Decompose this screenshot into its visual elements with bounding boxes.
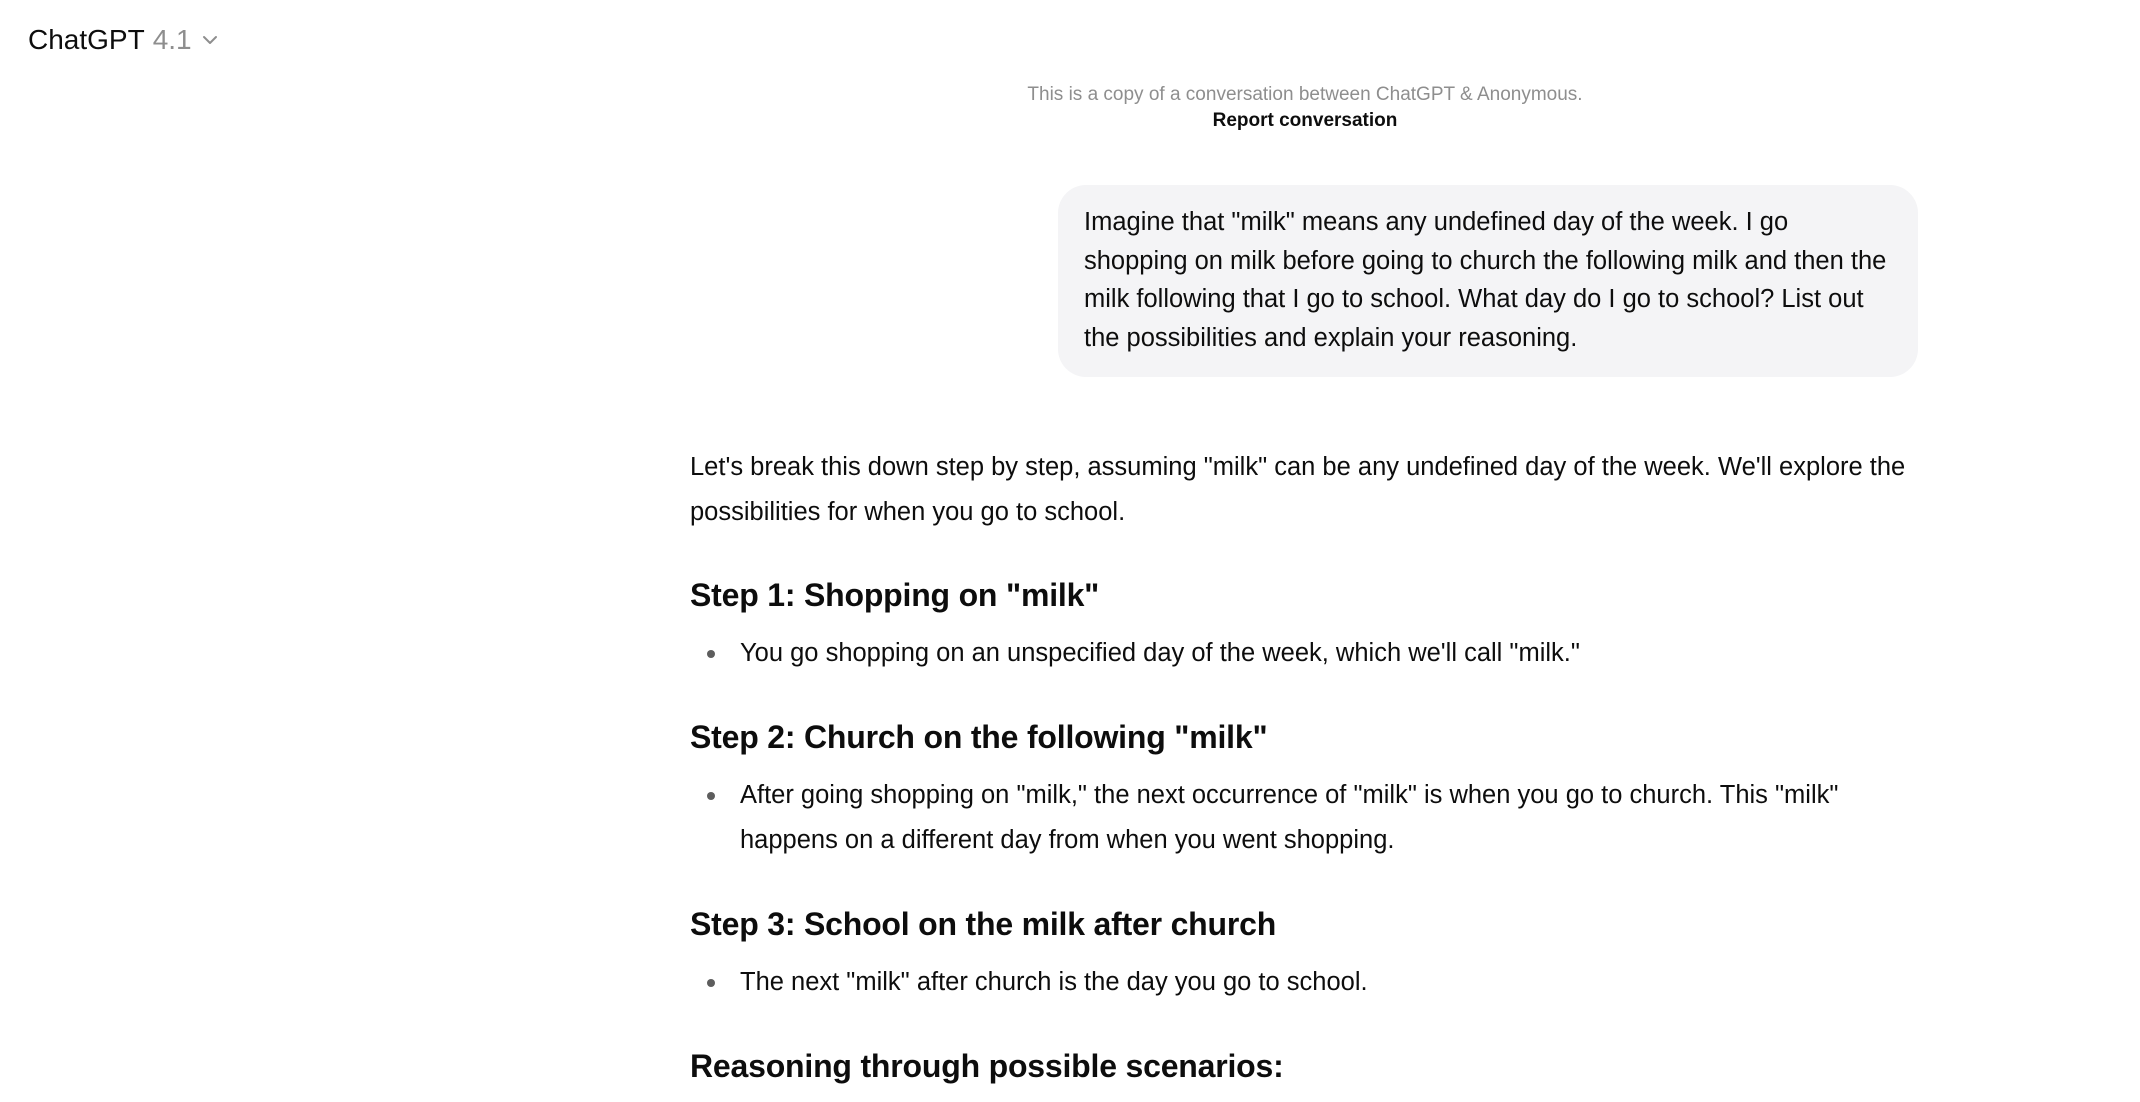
- model-version: 4.1: [152, 24, 192, 55]
- bullet-list: [690, 960, 1920, 1005]
- bullet-list: [690, 773, 1920, 863]
- reasoning-heading: Reasoning through possible scenarios:: [690, 1048, 1284, 1084]
- assistant-message: [690, 445, 1920, 1088]
- list-item: [690, 773, 1920, 863]
- bullet-dot: [707, 979, 715, 987]
- shared-conversation-notice: [690, 82, 1920, 134]
- list-item-text: After going shopping on "milk," the next occurrence of "milk" is when you go to church. This "milk" happens on a different day from when you went shopping.: [740, 781, 1839, 854]
- model-selector[interactable]: [28, 20, 220, 60]
- notice-text: This is a copy of a conversation between ChatGPT & Anonymous.: [1027, 84, 1583, 105]
- assistant-intro: Let's break this down step by step, assuming "milk" can be any undefined day of the week. We'll explore the possibilities for when you go to school.: [690, 453, 1906, 526]
- bullet-dot: [707, 792, 715, 800]
- chevron-down-icon[interactable]: [200, 30, 220, 50]
- bullet-dot: [707, 650, 715, 658]
- step-heading: Step 3: School on the milk after church: [690, 906, 1277, 942]
- user-message: Imagine that "milk" means any undefined day of the week. I go shopping on milk before going to church the following milk and then the milk following that I go to school. What day do I go to school? List out the possibilities and explain your reasoning.: [1058, 185, 1918, 377]
- step-heading: Step 2: Church on the following "milk": [690, 719, 1268, 755]
- app-name: ChatGPT: [28, 24, 145, 55]
- list-item-text: The next "milk" after church is the day you go to school.: [740, 968, 1368, 996]
- list-item-text: You go shopping on an unspecified day of the week, which we'll call "milk.": [740, 639, 1580, 667]
- list-item: [690, 631, 1920, 676]
- step-heading: Step 1: Shopping on "milk": [690, 577, 1100, 613]
- report-conversation-link[interactable]: Report conversation: [1212, 110, 1398, 131]
- list-item: [690, 960, 1920, 1005]
- bullet-list: [690, 631, 1920, 676]
